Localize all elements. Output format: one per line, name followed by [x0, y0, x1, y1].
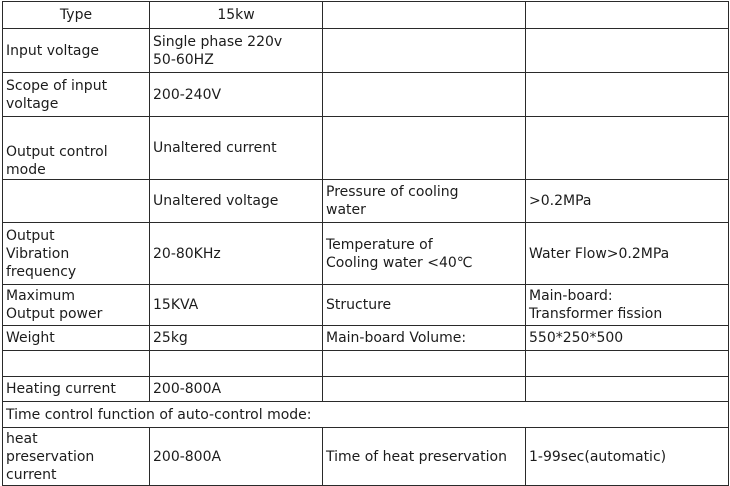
- value-cooling-water-pressure: >0.2MPa: [526, 180, 729, 223]
- empty-cell: [526, 377, 729, 402]
- value-type: 15kw: [150, 2, 323, 29]
- table-row: [3, 180, 729, 223]
- value-scope-input-voltage: 200-240V: [150, 73, 323, 117]
- value-structure: Main-board: Transformer fission: [526, 285, 729, 326]
- section-heading-time-control: Time control function of auto-control mode:: [3, 402, 729, 428]
- empty-cell: [323, 117, 526, 180]
- value-maximum-output-power: 15KVA: [150, 285, 323, 326]
- empty-cell: [526, 29, 729, 73]
- empty-cell: [323, 73, 526, 117]
- table-row: [3, 377, 729, 402]
- empty-cell: [526, 351, 729, 377]
- value-input-voltage: Single phase 220v 50-60HZ: [150, 29, 323, 73]
- empty-cell: [526, 73, 729, 117]
- table-row: [3, 285, 729, 326]
- label-scope-input-voltage: Scope of input voltage: [3, 73, 150, 117]
- value-water-flow: Water Flow>0.2MPa: [526, 223, 729, 285]
- value-heat-preservation-time: 1-99sec(automatic): [526, 428, 729, 486]
- empty-cell: [323, 29, 526, 73]
- table-row: [3, 29, 729, 73]
- table-row: [3, 351, 729, 377]
- label-output-vibration-frequency: Output Vibration frequency: [3, 223, 150, 285]
- table-row: [3, 326, 729, 351]
- value-weight: 25kg: [150, 326, 323, 351]
- label-heating-current: Heating current: [3, 377, 150, 402]
- empty-cell: [150, 351, 323, 377]
- empty-cell: [3, 351, 150, 377]
- table-row: [3, 73, 729, 117]
- value-unaltered-voltage: Unaltered voltage: [150, 180, 323, 223]
- empty-cell: [323, 2, 526, 29]
- label-cooling-water-pressure: Pressure of cooling water: [323, 180, 526, 223]
- value-output-vibration-frequency: 20-80KHz: [150, 223, 323, 285]
- label-output-control-mode: Output control mode: [3, 117, 150, 180]
- table-row: [3, 428, 729, 486]
- label-type: Type: [3, 2, 150, 29]
- label-maximum-output-power: Maximum Output power: [3, 285, 150, 326]
- label-heat-preservation-time: Time of heat preservation: [323, 428, 526, 486]
- table-row: [3, 223, 729, 285]
- label-structure: Structure: [323, 285, 526, 326]
- label-main-board-volume: Main-board Volume:: [323, 326, 526, 351]
- label-weight: Weight: [3, 326, 150, 351]
- label-input-voltage: Input voltage: [3, 29, 150, 73]
- empty-cell: [526, 117, 729, 180]
- label-cooling-water-temperature: Temperature of Cooling water <40℃: [323, 223, 526, 285]
- label-heat-preservation-current: heat preservation current: [3, 428, 150, 486]
- value-heating-current: 200-800A: [150, 377, 323, 402]
- empty-cell: [526, 2, 729, 29]
- table-row: [3, 117, 729, 180]
- value-main-board-volume: 550*250*500: [526, 326, 729, 351]
- value-output-control-mode: Unaltered current: [150, 117, 323, 180]
- table-row: [3, 2, 729, 29]
- empty-cell: [3, 180, 150, 223]
- spec-table: [2, 1, 729, 486]
- empty-cell: [323, 377, 526, 402]
- value-heat-preservation-current: 200-800A: [150, 428, 323, 486]
- table-row: [3, 402, 729, 428]
- empty-cell: [323, 351, 526, 377]
